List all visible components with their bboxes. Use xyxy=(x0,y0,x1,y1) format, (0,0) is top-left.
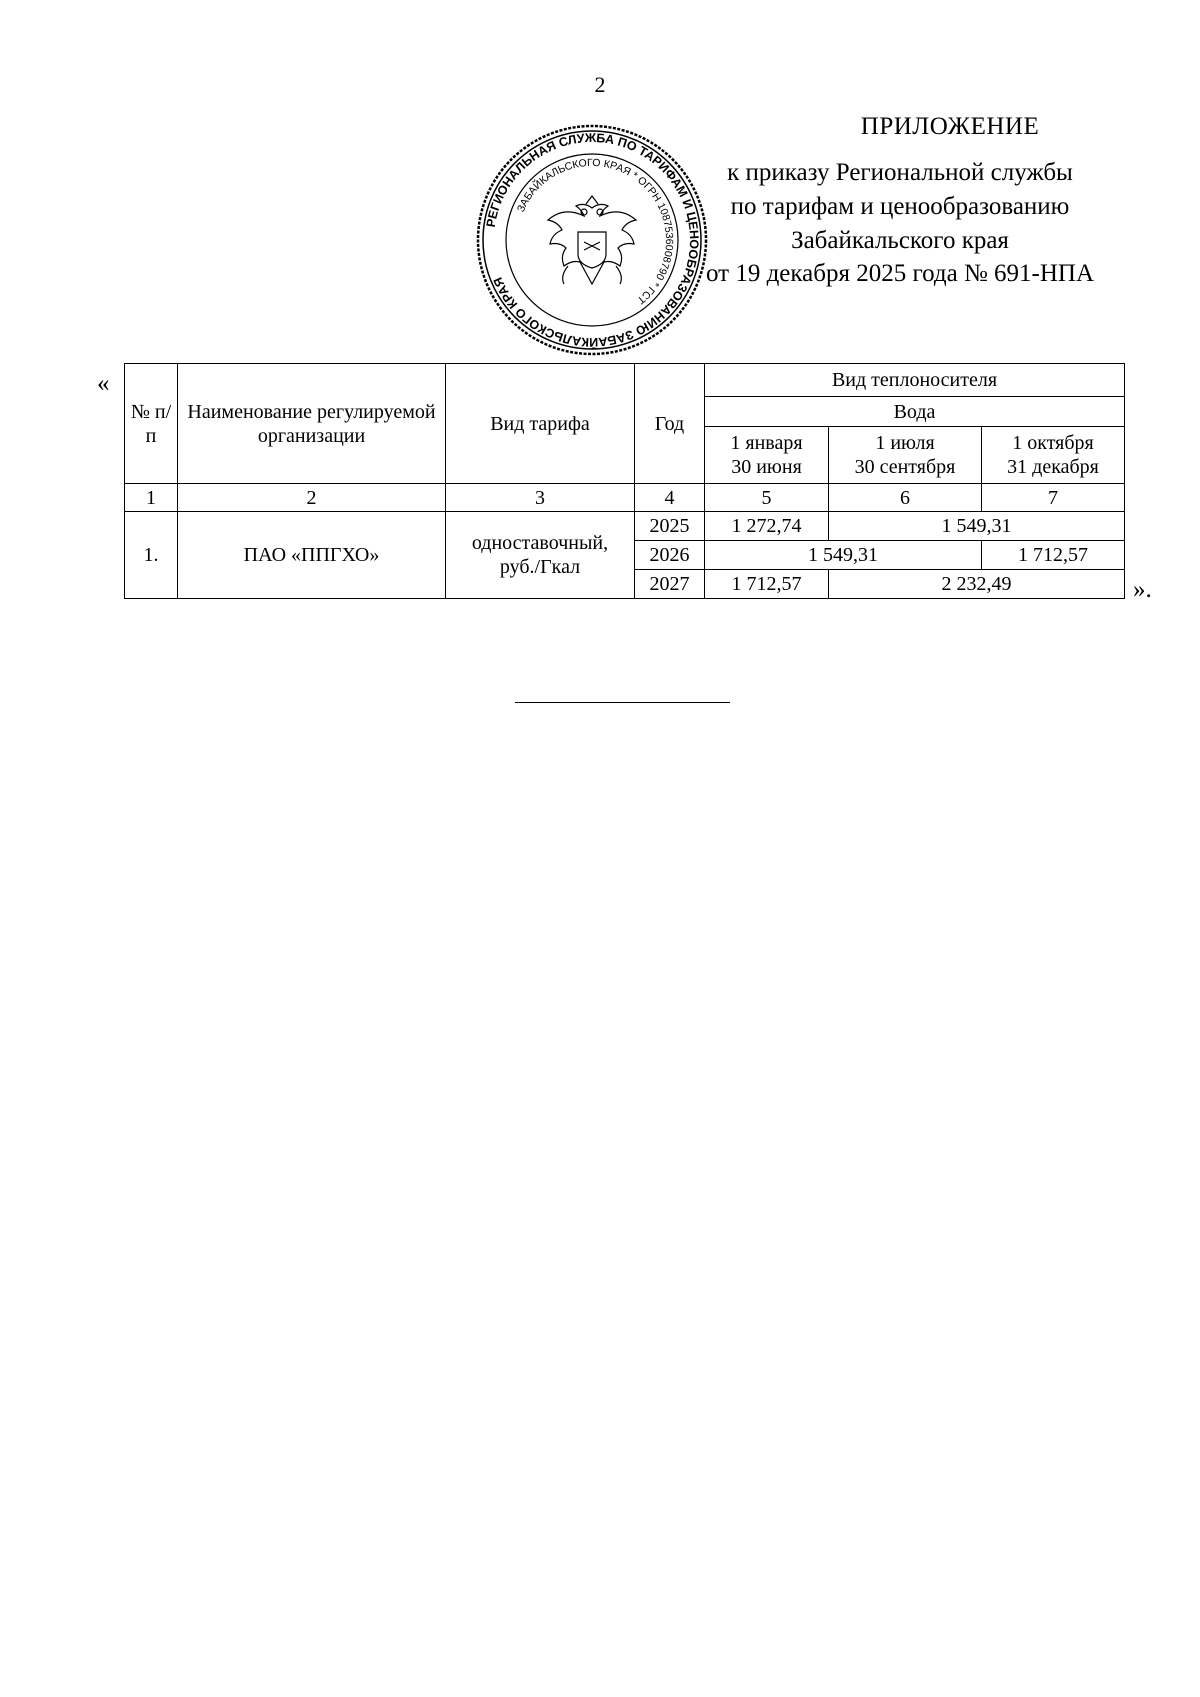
value-2025-period-1: 1 272,74 xyxy=(705,512,829,541)
header-water: Вода xyxy=(705,397,1125,427)
value-2027-period-1: 1 712,57 xyxy=(705,570,829,599)
appendix-line-2: по тарифам и ценообразованию xyxy=(730,193,1070,220)
row-tariff: одноставочный, руб./Гкал xyxy=(446,512,635,599)
seal-inner-text: ЗАБАЙКАЛЬСКОГО КРАЯ * ОГРН 1087536008790 * ГСТ xyxy=(514,156,676,307)
appendix-line-1: к приказу Региональной службы xyxy=(727,159,1073,186)
value-2027-period-2-3: 2 232,49 xyxy=(829,570,1125,599)
seal-outer-text: РЕГИОНАЛЬНАЯ СЛУЖБА ПО ТАРИФАМ И ЦЕНООБРАЗОВАНИЮ ЗАБАЙКАЛЬСКОГО КРАЯ xyxy=(483,130,702,350)
row-num: 1. xyxy=(125,512,178,599)
value-2026-period-3: 1 712,57 xyxy=(982,541,1125,570)
header-carrier: Вид теплоносителя xyxy=(705,364,1125,397)
col-number: 1 xyxy=(125,484,178,512)
col-number: 7 xyxy=(982,484,1125,512)
closing-quote: ». xyxy=(1133,576,1152,603)
value-2026-period-1-2: 1 549,31 xyxy=(705,541,982,570)
header-period-2: 1 июля 30 сентября xyxy=(829,427,982,484)
appendix-line-4: от 19 декабря 2025 года № 691-НПА xyxy=(705,260,1095,287)
row-year-2025: 2025 xyxy=(635,512,705,541)
row-year-2026: 2026 xyxy=(635,541,705,570)
col-number: 5 xyxy=(705,484,829,512)
col-number: 2 xyxy=(178,484,446,512)
tariff-table xyxy=(124,363,1125,599)
header-period-3: 1 октября 31 декабря xyxy=(982,427,1125,484)
row-year-2027: 2027 xyxy=(635,570,705,599)
header-org: Наименование регулируемой организации xyxy=(178,364,446,484)
col-number: 3 xyxy=(446,484,635,512)
row-org: ПАО «ППГХО» xyxy=(178,512,446,599)
table-row xyxy=(125,512,1125,541)
col-number: 6 xyxy=(829,484,982,512)
page-number: 2 xyxy=(594,72,606,97)
coat-of-arms-icon xyxy=(548,196,636,284)
value-2025-period-2-3: 1 549,31 xyxy=(829,512,1125,541)
header-period-1: 1 января 30 июня xyxy=(705,427,829,484)
header-year: Год xyxy=(635,364,705,484)
col-number: 4 xyxy=(635,484,705,512)
opening-quote: « xyxy=(97,370,110,397)
header-tariff: Вид тарифа xyxy=(446,364,635,484)
end-divider xyxy=(515,702,730,703)
official-seal xyxy=(472,120,712,360)
appendix-line-3: Забайкальского края xyxy=(791,227,1009,254)
column-number-row xyxy=(125,484,1125,512)
appendix-title: ПРИЛОЖЕНИЕ xyxy=(860,113,1040,140)
header-num: № п/п xyxy=(125,364,178,484)
